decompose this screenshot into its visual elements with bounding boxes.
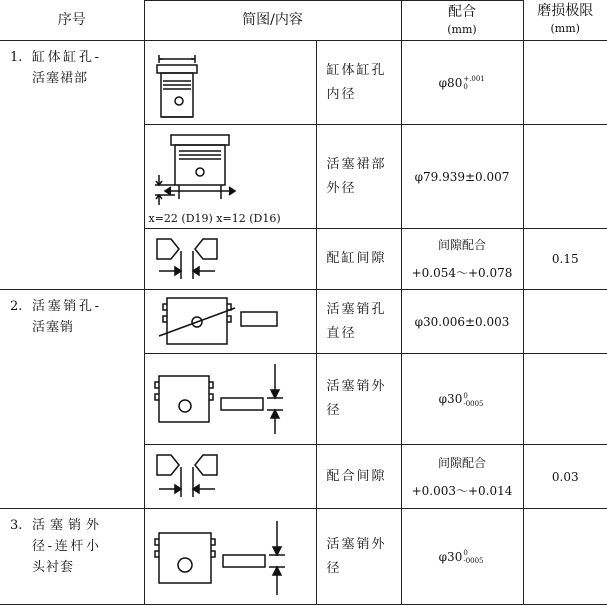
header-row <box>0 1 607 41</box>
group-number: 1. <box>10 50 23 65</box>
row-wear-limit <box>523 354 607 445</box>
group-cell <box>0 41 144 290</box>
group-cell <box>0 290 144 509</box>
row-description: 活塞销外径 <box>316 509 401 605</box>
figure-clearance-2 <box>144 445 316 509</box>
row-fit: 间隙配合 +0.054～+0.078 <box>401 229 523 290</box>
group-title: 缸体缸孔-活塞裙部 <box>32 50 100 86</box>
figure-conrod-bush <box>144 509 316 605</box>
header-figure: 简图/内容 <box>144 1 401 41</box>
row-description: 活塞裙部外径 <box>316 125 401 229</box>
row-fit: φ300 -0005 <box>401 354 523 445</box>
row-fit: φ80+.001 0 <box>401 41 523 125</box>
group-title: 活塞销外径-连杆小头衬套 <box>32 518 100 575</box>
group-cell <box>0 509 144 605</box>
table-row <box>0 290 607 354</box>
figure-piston-skirt <box>144 125 316 229</box>
row-description: 配缸间隙 <box>316 229 401 290</box>
row-wear-limit <box>523 509 607 605</box>
row-description: 活塞销孔直径 <box>316 290 401 354</box>
row-wear-limit <box>523 290 607 354</box>
row-wear-limit: 0.03 <box>523 445 607 509</box>
row-description: 缸体缸孔内径 <box>316 41 401 125</box>
figure-cylinder-bore <box>144 41 316 125</box>
figure-caption: x=22 (D19) x=12 (D16) <box>148 212 281 225</box>
table-row <box>0 41 607 125</box>
figure-pin-bore <box>144 290 316 354</box>
header-seq: 序号 <box>0 1 144 41</box>
row-wear-limit <box>523 125 607 229</box>
row-wear-limit: 0.15 <box>523 229 607 290</box>
header-fit: 配合 (mm) <box>401 1 523 41</box>
group-title: 活塞销孔-活塞销 <box>32 299 100 335</box>
row-description: 配合间隙 <box>316 445 401 509</box>
group-number: 2. <box>10 299 23 314</box>
row-fit: 间隙配合 +0.003～+0.014 <box>401 445 523 509</box>
row-fit: φ300 -0005 <box>401 509 523 605</box>
table-row <box>0 509 607 605</box>
group-number: 3. <box>10 518 23 533</box>
figure-pin-outer <box>144 354 316 445</box>
row-fit: φ30.006±0.003 <box>401 290 523 354</box>
row-wear-limit <box>523 41 607 125</box>
figure-clearance-1 <box>144 229 316 290</box>
row-fit: φ79.939±0.007 <box>401 125 523 229</box>
header-wear: 磨损极限 (mm) <box>523 1 607 41</box>
row-description: 活塞销外径 <box>316 354 401 445</box>
